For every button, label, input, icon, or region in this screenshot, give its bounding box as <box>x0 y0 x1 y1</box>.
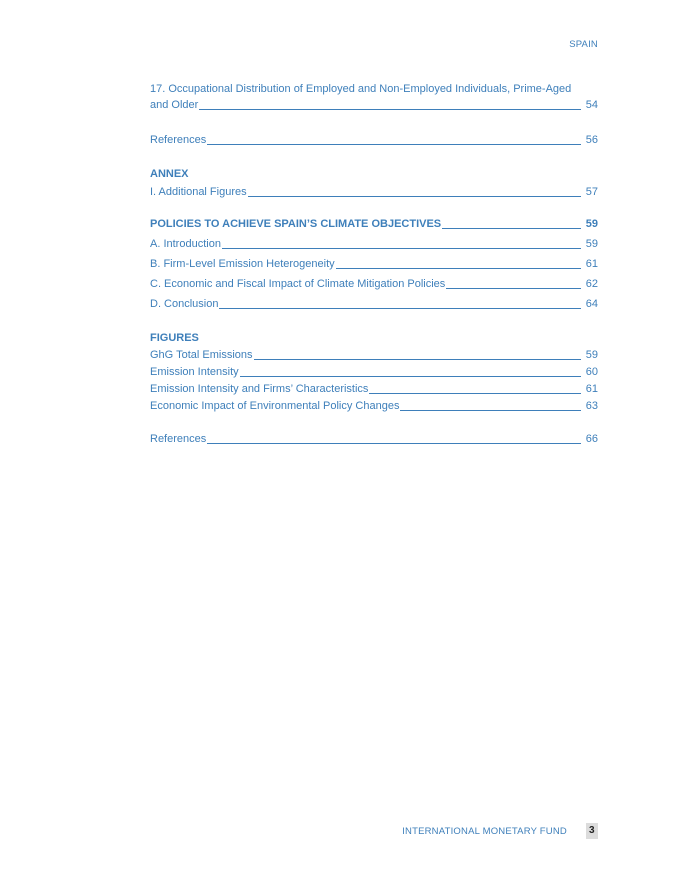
toc-entry-title: Emission Intensity and Firms’ Characteristics <box>150 383 369 395</box>
footer-organization: INTERNATIONAL MONETARY FUND <box>402 826 567 837</box>
dot-leader <box>199 108 581 110</box>
toc-entry-policies-chapter[interactable] <box>150 216 598 232</box>
toc-entry-title: GhG Total Emissions <box>150 349 253 361</box>
toc-entry-page: 54 <box>585 99 598 111</box>
toc-entry-page: 59 <box>585 238 598 250</box>
dot-leader <box>219 307 581 309</box>
toc-entry-page: 63 <box>585 400 598 412</box>
toc-entry-page: 66 <box>585 433 598 445</box>
toc-entry-page: 59 <box>585 349 598 361</box>
toc-entry-figure-1[interactable] <box>150 347 598 363</box>
toc-entry-title: Emission Intensity <box>150 366 239 378</box>
toc-heading-annex: ANNEX <box>150 168 189 180</box>
toc-entry-title: I. Additional Figures <box>150 186 247 198</box>
toc-entry-policies-c[interactable] <box>150 276 598 292</box>
toc-entry-figure-3[interactable] <box>150 381 598 397</box>
dot-leader <box>207 442 581 444</box>
dot-leader <box>248 195 581 197</box>
toc-entry-page: 61 <box>585 383 598 395</box>
dot-leader <box>369 392 581 394</box>
toc-entry-title: D. Conclusion <box>150 298 219 310</box>
toc-entry-page: 64 <box>585 298 598 310</box>
dot-leader <box>254 358 581 360</box>
toc-entry-page: 60 <box>585 366 598 378</box>
toc-entry-title: A. Introduction <box>150 238 221 250</box>
toc-entry-figure-2[interactable] <box>150 364 598 380</box>
dot-leader <box>207 143 581 145</box>
toc-entry-title-line2: and Older <box>150 99 199 111</box>
running-header-country: SPAIN <box>569 39 598 50</box>
toc-entry-page: 61 <box>585 258 598 270</box>
toc-entry-figure-4[interactable] <box>150 398 598 414</box>
toc-entry-annex-1[interactable] <box>150 184 598 200</box>
toc-entry-title: B. Firm-Level Emission Heterogeneity <box>150 258 335 270</box>
toc-entry-references-2[interactable] <box>150 431 598 447</box>
toc-entry-title-line1: 17. Occupational Distribution of Employed and Non-Employed Individuals, Prime-Aged <box>150 83 572 95</box>
toc-heading-figures: FIGURES <box>150 332 199 344</box>
toc-entry-page: 59 <box>585 218 598 230</box>
toc-entry-policies-a[interactable] <box>150 236 598 252</box>
toc-entry-item-17[interactable] <box>150 81 598 113</box>
toc-entry-title: References <box>150 433 207 445</box>
toc-entry-title: C. Economic and Fiscal Impact of Climate Mitigation Policies <box>150 278 446 290</box>
dot-leader <box>222 247 581 249</box>
dot-leader <box>240 375 581 377</box>
toc-entry-page: 62 <box>585 278 598 290</box>
toc-entry-references-1[interactable] <box>150 132 598 148</box>
dot-leader <box>400 409 581 411</box>
toc-entry-policies-d[interactable] <box>150 296 598 312</box>
footer-page-number: 3 <box>586 823 598 839</box>
toc-entry-page: 57 <box>585 186 598 198</box>
dot-leader <box>336 267 581 269</box>
toc-entry-title: References <box>150 134 207 146</box>
toc-entry-policies-b[interactable] <box>150 256 598 272</box>
dot-leader <box>442 227 581 229</box>
dot-leader <box>446 287 581 289</box>
toc-entry-title: Economic Impact of Environmental Policy Changes <box>150 400 400 412</box>
toc-entry-page: 56 <box>585 134 598 146</box>
toc-entry-title: POLICIES TO ACHIEVE SPAIN’S CLIMATE OBJECTIVES <box>150 218 442 230</box>
